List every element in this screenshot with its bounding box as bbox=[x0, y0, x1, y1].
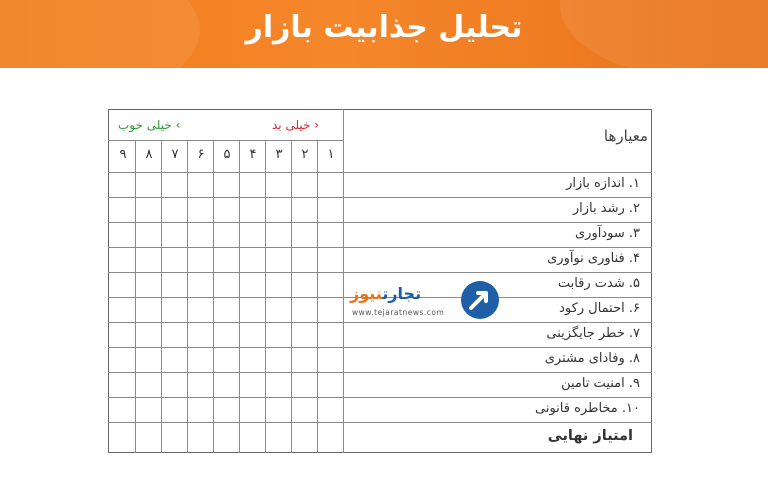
header-sub-divider bbox=[108, 140, 344, 141]
row-line bbox=[108, 197, 652, 198]
criterion-row-5: ۵. شدت رقابت bbox=[557, 276, 640, 291]
logo-url: www.tejaratnews.com bbox=[352, 308, 445, 317]
score-number-1: ۱ bbox=[327, 147, 335, 162]
row-line bbox=[108, 222, 652, 223]
criterion-row-6: ۶. احتمال رکود bbox=[559, 301, 640, 316]
logo-wordmark bbox=[350, 284, 421, 303]
criterion-row-4: ۴. فناوری نوآوری bbox=[547, 251, 640, 266]
score-number-7: ۷ bbox=[171, 147, 179, 162]
scale-bad-text: خیلی بد bbox=[272, 118, 311, 132]
score-number-6: ۶ bbox=[197, 147, 205, 162]
scale-good-text: خیلی خوب bbox=[118, 118, 172, 132]
score-number-4: ۴ bbox=[249, 147, 257, 162]
page-title: تحلیل جذابیت بازار bbox=[245, 10, 523, 45]
row-line bbox=[108, 372, 652, 373]
chevron-left-icon: ‹ bbox=[314, 118, 320, 132]
row-line bbox=[108, 272, 652, 273]
criterion-row-1: ۱. اندازه بازار bbox=[566, 176, 640, 191]
row-line bbox=[108, 422, 652, 423]
score-number-2: ۲ bbox=[301, 147, 309, 162]
row-line bbox=[108, 347, 652, 348]
logo-wordmark-part2: نیوز bbox=[350, 284, 383, 303]
score-number-9: ۹ bbox=[119, 147, 127, 162]
criterion-row-7: ۷. خطر جایگزینی bbox=[546, 326, 640, 341]
criterion-row-2: ۲. رشد بازار bbox=[572, 201, 640, 216]
criterion-row-8: ۸. وفادای مشتری bbox=[544, 351, 640, 366]
criterion-row-3: ۳. سودآوری bbox=[575, 226, 640, 241]
chevron-right-icon: › bbox=[175, 118, 181, 132]
score-number-3: ۳ bbox=[275, 147, 283, 162]
row-line bbox=[108, 247, 652, 248]
logo-wordmark-part1: تجارت bbox=[382, 284, 422, 303]
row-line bbox=[108, 172, 652, 173]
tejaratnews-logo bbox=[348, 281, 500, 323]
scale-good-label bbox=[118, 118, 180, 132]
criterion-row-9: ۹. امنیت تامین bbox=[561, 376, 640, 391]
score-number-8: ۸ bbox=[145, 147, 153, 162]
header-banner bbox=[0, 0, 768, 68]
final-score-label: امتیاز نهایی bbox=[547, 428, 633, 444]
logo-circle-icon bbox=[461, 281, 499, 319]
scale-bad-label bbox=[272, 118, 319, 132]
row-line bbox=[108, 397, 652, 398]
criterion-row-10: ۱۰. مخاطره قانونی bbox=[535, 401, 640, 416]
criteria-header: معیارها bbox=[603, 127, 648, 145]
score-number-5: ۵ bbox=[223, 147, 231, 162]
